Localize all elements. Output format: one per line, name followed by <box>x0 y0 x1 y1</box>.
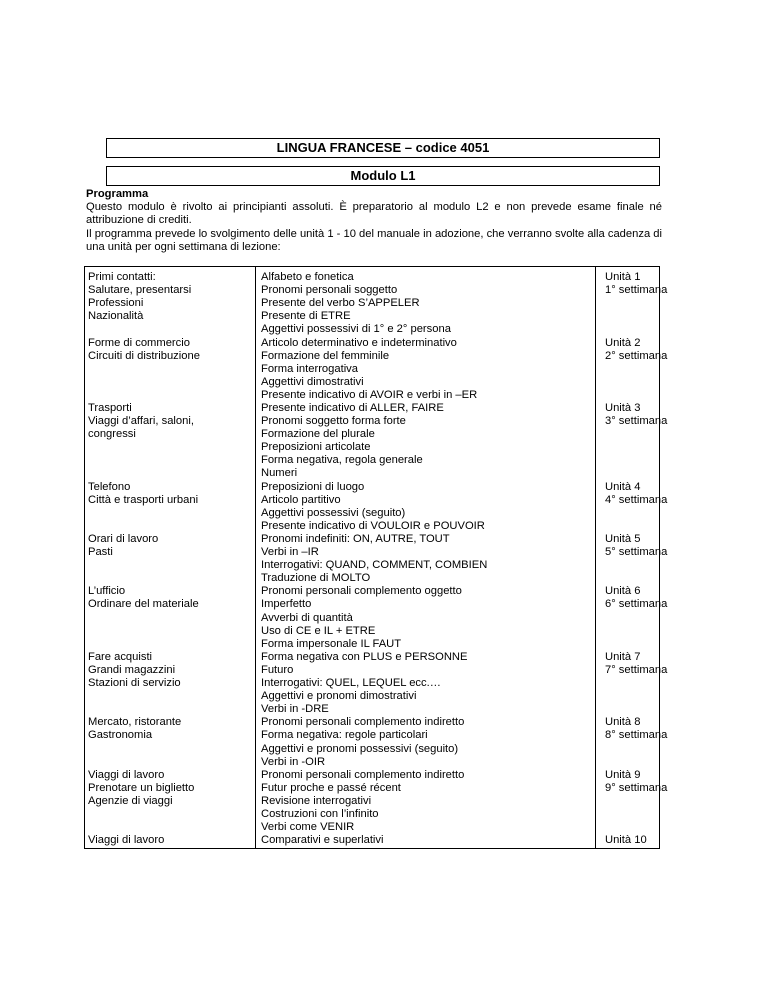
unit-topics <box>88 769 242 808</box>
topic-item: Telefono <box>88 480 131 493</box>
unit-number: Unità 6 <box>605 585 641 598</box>
topic-item: Città e trasporti urbani <box>88 493 199 506</box>
topic-item: Circuiti di distribuzione <box>88 349 200 362</box>
unit-label <box>605 336 668 363</box>
topic-item: Professioni <box>88 297 144 310</box>
unit-week: 5° settimana <box>605 546 668 559</box>
topic-item: Viaggi di lavoro <box>88 834 165 847</box>
unit-number: Unità 4 <box>605 480 641 493</box>
grammar-item: Uso di CE e IL + ETRE <box>261 624 376 637</box>
topic-item: Prenotare un biglietto <box>88 781 195 794</box>
topic-item: Ordinare del materiale <box>88 598 199 611</box>
unit-grammar <box>261 402 591 481</box>
unit-number: Unità 10 <box>605 834 647 847</box>
grammar-item: Numeri <box>261 467 298 480</box>
unit-grammar <box>261 769 591 834</box>
programma-paragraph-1: Questo modulo è rivolto ai principianti assoluti. È preparatorio al modulo L2 e non prevede esame finale né attribuzione di crediti. <box>86 201 662 227</box>
grammar-item: Comparativi e superlativi <box>261 834 384 847</box>
topic-item: L’ufficio <box>88 585 126 598</box>
unit-grammar <box>261 337 591 402</box>
grammar-item: Presente indicativo di ALLER, FAIRE <box>261 402 444 414</box>
programma-paragraph-2: Il programma prevede lo svolgimento delle unità 1 - 10 del manuale in adozione, che verranno svolte alla cadenza di una unità per ogni settimana di lezione: <box>86 227 662 253</box>
topic-item: Trasporti <box>88 402 132 414</box>
unit-grammar <box>261 533 591 585</box>
grammar-item: Aggettivi dimostrativi <box>261 375 364 388</box>
unit-label <box>605 585 668 611</box>
topic-item: Viaggi di lavoro <box>88 768 165 781</box>
unit-number: Unità 3 <box>605 402 641 414</box>
grammar-item: Traduzione di MOLTO <box>261 572 371 585</box>
grammar-item: Formazione del femminile <box>261 349 390 362</box>
module-title: Modulo L1 <box>106 166 660 186</box>
unit-number: Unità 7 <box>605 650 641 663</box>
programma-heading: Programma <box>86 188 149 200</box>
topic-item: Stazioni di servizio <box>88 677 181 690</box>
unit-label <box>605 533 668 559</box>
unit-topics <box>88 716 242 742</box>
grammar-item: Imperfetto <box>261 598 312 611</box>
unit-topics <box>88 271 242 323</box>
grammar-item: Forma interrogativa <box>261 362 358 375</box>
grammar-item: Forma negativa con PLUS e PERSONNE <box>261 650 468 663</box>
unit-topics <box>88 337 242 363</box>
unit-week: 3° settimana <box>605 415 668 428</box>
unit-label <box>605 650 668 677</box>
grammar-item: Avverbi di quantità <box>261 611 353 624</box>
grammar-item: Alfabeto e fonetica <box>261 271 354 283</box>
grammar-item: Presente indicativo di VOULOIR e POUVOIR <box>261 519 485 532</box>
unit-label <box>605 768 668 795</box>
grammar-item: Presente di ETRE <box>261 310 351 323</box>
unit-number: Unità 1 <box>605 271 641 283</box>
grammar-item: Verbi in -DRE <box>261 703 329 716</box>
unit-grammar <box>261 481 591 533</box>
topic-item: Agenzie di viaggi <box>88 794 173 807</box>
topic-item: Orari di lavoro <box>88 533 159 545</box>
unit-week: 9° settimana <box>605 781 668 794</box>
page-title: LINGUA FRANCESE – codice 4051 <box>106 138 660 158</box>
unit-label <box>605 480 668 507</box>
grammar-item: Interrogativi: QUAND, COMMENT, COMBIEN <box>261 559 488 572</box>
unit-topics <box>88 533 242 559</box>
grammar-item: Aggettivi possessivi (seguito) <box>261 506 406 519</box>
topic-item: Mercato, ristorante <box>88 716 182 729</box>
topic-item: Viaggi d’affari, saloni, <box>88 415 194 428</box>
unit-number: Unità 9 <box>605 768 641 781</box>
unit-topics <box>88 651 242 690</box>
topic-item: Grandi magazzini <box>88 663 176 676</box>
grammar-item: Pronomi soggetto forma forte <box>261 415 406 428</box>
grammar-item: Verbi in -OIR <box>261 755 326 768</box>
unit-label <box>605 716 668 742</box>
topic-item: Pasti <box>88 546 113 559</box>
topic-item: Forme di commercio <box>88 336 190 349</box>
grammar-item: Articolo partitivo <box>261 493 341 506</box>
unit-number: Unità 8 <box>605 716 641 729</box>
grammar-item: Pronomi indefiniti: ON, AUTRE, TOUT <box>261 533 450 545</box>
column-divider <box>595 267 596 848</box>
grammar-item: Pronomi personali soggetto <box>261 284 398 297</box>
grammar-item: Formazione del plurale <box>261 428 375 441</box>
grammar-item: Forma negativa, regola generale <box>261 454 423 467</box>
unit-topics <box>88 481 242 507</box>
grammar-item: Costruzioni con l’infinito <box>261 808 379 821</box>
topic-item: Gastronomia <box>88 729 153 742</box>
grammar-item: Articolo determinativo e indeterminativo <box>261 336 457 349</box>
topic-item: Primi contatti: <box>88 271 156 283</box>
grammar-item: Pronomi personali complemento oggetto <box>261 585 462 598</box>
grammar-item: Aggettivi possessivi di 1° e 2° persona <box>261 323 451 336</box>
grammar-item: Forma impersonale IL FAUT <box>261 637 402 650</box>
program-table <box>84 266 668 849</box>
grammar-item: Pronomi personali complemento indiretto <box>261 716 465 729</box>
unit-week: 1° settimana <box>605 284 668 297</box>
grammar-item: Verbi in –IR <box>261 546 319 559</box>
unit-number: Unità 5 <box>605 533 641 545</box>
unit-week: 2° settimana <box>605 349 668 362</box>
unit-grammar <box>261 834 591 847</box>
grammar-item: Futuro <box>261 663 294 676</box>
unit-grammar <box>261 585 591 650</box>
unit-grammar <box>261 716 591 768</box>
grammar-item: Revisione interrogativi <box>261 794 372 807</box>
topic-item: congressi <box>88 428 136 441</box>
topic-item: Fare acquisti <box>88 650 153 663</box>
grammar-item: Interrogativi: QUEL, LEQUEL ecc.… <box>261 677 441 690</box>
unit-label <box>605 271 668 297</box>
grammar-item: Pronomi personali complemento indiretto <box>261 768 465 781</box>
topic-item: Nazionalità <box>88 310 144 323</box>
unit-topics <box>88 585 242 611</box>
programma-section <box>86 188 662 254</box>
grammar-item: Preposizioni di luogo <box>261 480 365 493</box>
grammar-item: Verbi come VENIR <box>261 821 355 834</box>
unit-topics <box>88 402 242 441</box>
unit-week: 8° settimana <box>605 729 668 742</box>
grammar-item: Futur proche e passé récent <box>261 781 401 794</box>
unit-week: 6° settimana <box>605 598 668 611</box>
unit-number: Unità 2 <box>605 336 641 349</box>
grammar-item: Aggettivi e pronomi possessivi (seguito) <box>261 742 459 755</box>
unit-topics <box>88 834 242 847</box>
grammar-item: Forma negativa: regole particolari <box>261 729 428 742</box>
unit-week: 7° settimana <box>605 663 668 676</box>
grammar-item: Presente indicativo di AVOIR e verbi in –ER <box>261 388 478 401</box>
column-divider <box>255 267 256 848</box>
unit-label <box>605 402 668 428</box>
grammar-item: Presente del verbo S’APPELER <box>261 297 420 310</box>
grammar-item: Aggettivi e pronomi dimostrativi <box>261 690 417 703</box>
grammar-item: Preposizioni articolate <box>261 441 371 454</box>
unit-grammar <box>261 651 591 716</box>
topic-item: Salutare, presentarsi <box>88 284 192 297</box>
unit-week: 4° settimana <box>605 493 668 506</box>
unit-label <box>605 834 665 847</box>
unit-grammar <box>261 271 591 336</box>
